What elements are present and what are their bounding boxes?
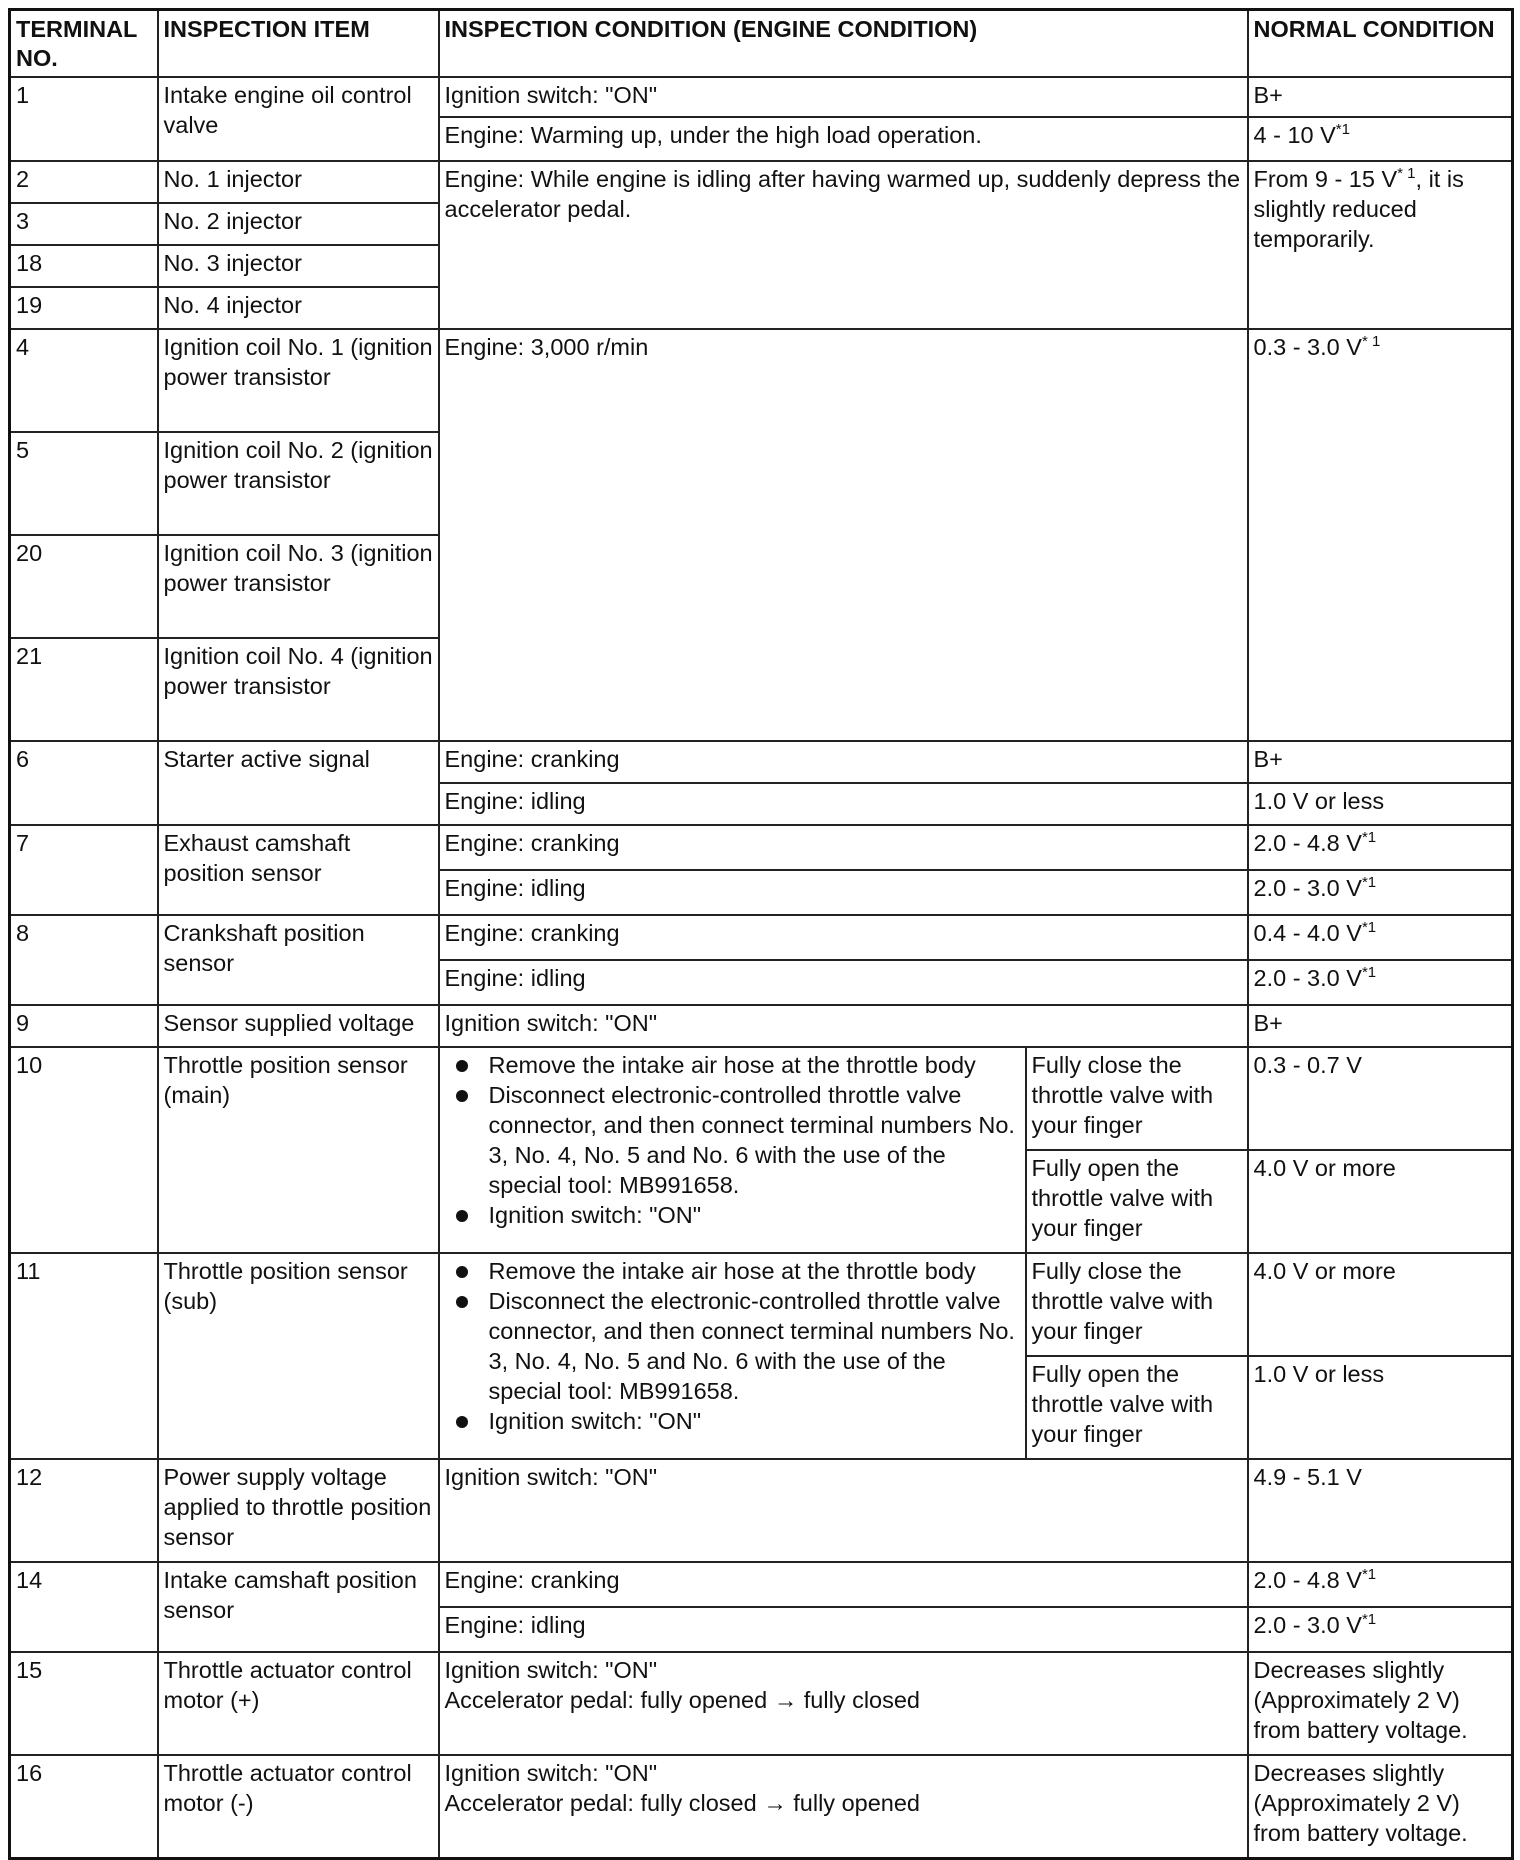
inspection-item: Throttle position sensor (main) [158, 1047, 439, 1253]
normal-condition: 1.0 V or less [1248, 1356, 1513, 1459]
terminal-no: 1 [10, 77, 158, 161]
list-item [489, 1256, 1021, 1286]
footnote-mark: *1 [1361, 964, 1377, 981]
table-row [10, 1253, 1513, 1356]
inspection-item: Crankshaft position sensor [158, 915, 439, 1005]
inspection-item: Power supply voltage applied to throttle position sensor [158, 1459, 439, 1562]
terminal-no: 6 [10, 741, 158, 825]
inspection-item: Exhaust camshaft position sensor [158, 825, 439, 915]
normal-value: 4 - 10 V [1253, 122, 1336, 148]
footnote-mark: * 1 [1361, 333, 1381, 350]
list-item-text: Disconnect electronic-controlled throttle valve connector, and then connect terminal numbers No. 3, No. 4, No. 5 and No. 6 with the use of the special tool: MB991658. [488, 1082, 1015, 1198]
normal-condition: 4.0 V or more [1248, 1253, 1513, 1356]
bullet-icon [456, 1060, 468, 1072]
inspection-item: Ignition coil No. 4 (ignition power transistor [158, 638, 439, 741]
list-item [489, 1080, 1021, 1200]
terminal-no: 18 [10, 245, 158, 287]
inspection-condition: Engine: cranking [439, 741, 1248, 783]
terminal-no: 15 [10, 1652, 158, 1755]
list-item [489, 1050, 1021, 1080]
terminal-no: 10 [10, 1047, 158, 1253]
table-row [10, 915, 1513, 960]
bullet-icon [456, 1416, 468, 1428]
terminal-no: 5 [10, 432, 158, 535]
normal-value-rest: , it is slightly reduced temporarily. [1253, 166, 1464, 252]
normal-condition: 0.3 - 0.7 V [1248, 1047, 1513, 1150]
bullet-icon [456, 1090, 468, 1102]
table-row [10, 1755, 1513, 1858]
normal-condition [1248, 960, 1513, 1005]
header-terminal: TERMINAL NO. [10, 10, 158, 78]
normal-value: 2.0 - 4.8 V [1253, 1567, 1362, 1593]
inspection-condition: Engine: cranking [439, 825, 1248, 870]
terminal-no: 12 [10, 1459, 158, 1562]
condition-text: Accelerator pedal: fully closed [444, 1790, 764, 1816]
table-row [10, 1562, 1513, 1607]
inspection-item: Intake camshaft position sensor [158, 1562, 439, 1652]
terminal-no: 20 [10, 535, 158, 638]
terminal-no: 11 [10, 1253, 158, 1459]
bullet-icon [456, 1210, 468, 1222]
normal-condition [1248, 161, 1513, 329]
bullet-icon [456, 1266, 468, 1278]
normal-value: 0.4 - 4.0 V [1253, 920, 1362, 946]
terminal-no: 14 [10, 1562, 158, 1652]
inspection-condition [439, 1652, 1248, 1755]
normal-condition: Decreases slightly (Approximately 2 V) from battery voltage. [1248, 1755, 1513, 1858]
condition-text: fully closed [797, 1687, 920, 1713]
footnote-mark: *1 [1361, 1611, 1377, 1628]
inspection-item: Sensor supplied voltage [158, 1005, 439, 1047]
sub-condition: Fully close the throttle valve with your finger [1026, 1253, 1248, 1356]
terminal-no: 16 [10, 1755, 158, 1858]
list-item-text: Remove the intake air hose at the throttle body [488, 1052, 976, 1078]
terminal-no: 21 [10, 638, 158, 741]
table-row [10, 329, 1513, 432]
inspection-condition: Ignition switch: "ON" [439, 77, 1248, 117]
footnote-mark: *1 [1335, 121, 1350, 138]
normal-value: 0.3 - 3.0 V [1253, 334, 1362, 360]
terminal-no: 2 [10, 161, 158, 203]
condition-list [445, 1050, 1021, 1230]
normal-condition [1248, 1562, 1513, 1607]
normal-value: 2.0 - 3.0 V [1253, 875, 1362, 901]
normal-condition: 4.0 V or more [1248, 1150, 1513, 1253]
condition-text: Accelerator pedal: fully opened [444, 1687, 774, 1713]
normal-condition [1248, 870, 1513, 915]
inspection-condition: Engine: idling [439, 870, 1248, 915]
normal-condition: B+ [1248, 77, 1513, 117]
sub-condition: Fully open the throttle valve with your finger [1026, 1356, 1248, 1459]
inspection-item: Ignition coil No. 1 (ignition power transistor [158, 329, 439, 432]
inspection-item: Ignition coil No. 3 (ignition power transistor [158, 535, 439, 638]
terminal-no: 4 [10, 329, 158, 432]
condition-text: fully opened [786, 1790, 920, 1816]
condition-line: Ignition switch: "ON" [444, 1760, 658, 1786]
inspection-item: Ignition coil No. 2 (ignition power transistor [158, 432, 439, 535]
header-item: INSPECTION ITEM [158, 10, 439, 78]
inspection-condition: Ignition switch: "ON" [439, 1459, 1248, 1562]
table-row [10, 741, 1513, 783]
inspection-condition [439, 1047, 1026, 1253]
terminal-no: 7 [10, 825, 158, 915]
right-arrow-icon: → [773, 1687, 798, 1713]
table-row [10, 825, 1513, 870]
inspection-condition: Engine: While engine is idling after having warmed up, suddenly depress the accelerator pedal. [439, 161, 1248, 329]
footnote-mark: *1 [1361, 874, 1377, 891]
terminal-no: 9 [10, 1005, 158, 1047]
header-condition: INSPECTION CONDITION (ENGINE CONDITION) [439, 10, 1248, 78]
condition-line [445, 1788, 1243, 1818]
header-normal: NORMAL CONDITION [1248, 10, 1513, 78]
list-item-text: Ignition switch: "ON" [488, 1202, 702, 1228]
normal-condition [1248, 329, 1513, 741]
right-arrow-icon: → [763, 1790, 787, 1816]
normal-condition [1248, 117, 1513, 161]
terminal-no: 19 [10, 287, 158, 329]
table-row [10, 1047, 1513, 1150]
terminal-no: 8 [10, 915, 158, 1005]
inspection-condition [439, 1253, 1026, 1459]
normal-value: 2.0 - 3.0 V [1253, 1612, 1362, 1638]
list-item-text: Remove the intake air hose at the throttle body [488, 1258, 976, 1284]
inspection-condition: Engine: cranking [439, 1562, 1248, 1607]
inspection-condition: Ignition switch: "ON" [439, 1005, 1248, 1047]
header-row [10, 10, 1513, 78]
inspection-item: No. 2 injector [158, 203, 439, 245]
normal-condition: B+ [1248, 741, 1513, 783]
terminal-no: 3 [10, 203, 158, 245]
inspection-item: Throttle actuator control motor (+) [158, 1652, 439, 1755]
inspection-condition: Engine: 3,000 r/min [439, 329, 1248, 741]
inspection-condition: Engine: Warming up, under the high load operation. [439, 117, 1248, 161]
table-row [10, 1459, 1513, 1562]
bullet-icon [456, 1296, 468, 1308]
inspection-item: Starter active signal [158, 741, 439, 825]
inspection-item: Throttle position sensor (sub) [158, 1253, 439, 1459]
sub-condition: Fully open the throttle valve with your finger [1026, 1150, 1248, 1253]
inspection-condition: Engine: idling [439, 783, 1248, 825]
normal-condition [1248, 915, 1513, 960]
list-item [489, 1200, 1021, 1230]
normal-condition: B+ [1248, 1005, 1513, 1047]
table-row [10, 1005, 1513, 1047]
footnote-mark: * 1 [1397, 165, 1416, 182]
condition-line: Ignition switch: "ON" [444, 1657, 658, 1683]
footnote-mark: *1 [1361, 919, 1377, 936]
table-row [10, 161, 1513, 203]
inspection-condition: Engine: cranking [439, 915, 1248, 960]
condition-list [445, 1256, 1021, 1436]
sub-condition: Fully close the throttle valve with your finger [1026, 1047, 1248, 1150]
normal-value: 2.0 - 3.0 V [1253, 965, 1362, 991]
inspection-item: No. 4 injector [158, 287, 439, 329]
inspection-item: Throttle actuator control motor (-) [158, 1755, 439, 1858]
table-row [10, 1652, 1513, 1755]
normal-condition: 4.9 - 5.1 V [1248, 1459, 1513, 1562]
list-item-text: Disconnect the electronic-controlled throttle valve connector, and then connect terminal numbers No. 3, No. 4, No. 5 and No. 6 with the use of the special tool: MB991658. [488, 1288, 1015, 1404]
normal-value: 2.0 - 4.8 V [1253, 830, 1362, 856]
inspection-condition: Engine: idling [439, 960, 1248, 1005]
list-item [489, 1406, 1021, 1436]
inspection-item: No. 3 injector [158, 245, 439, 287]
inspection-item: No. 1 injector [158, 161, 439, 203]
table-row [10, 77, 1513, 117]
inspection-table [8, 8, 1514, 1860]
footnote-mark: *1 [1361, 1566, 1377, 1583]
normal-condition: Decreases slightly (Approximately 2 V) from battery voltage. [1248, 1652, 1513, 1755]
inspection-condition: Engine: idling [439, 1607, 1248, 1652]
inspection-condition [439, 1755, 1248, 1858]
inspection-item: Intake engine oil control valve [158, 77, 439, 161]
normal-condition [1248, 825, 1513, 870]
footnote-mark: *1 [1361, 829, 1377, 846]
condition-line [445, 1685, 1243, 1715]
normal-value: From 9 - 15 V [1253, 166, 1398, 192]
list-item-text: Ignition switch: "ON" [488, 1408, 702, 1434]
normal-condition [1248, 1607, 1513, 1652]
list-item [489, 1286, 1021, 1406]
normal-condition: 1.0 V or less [1248, 783, 1513, 825]
